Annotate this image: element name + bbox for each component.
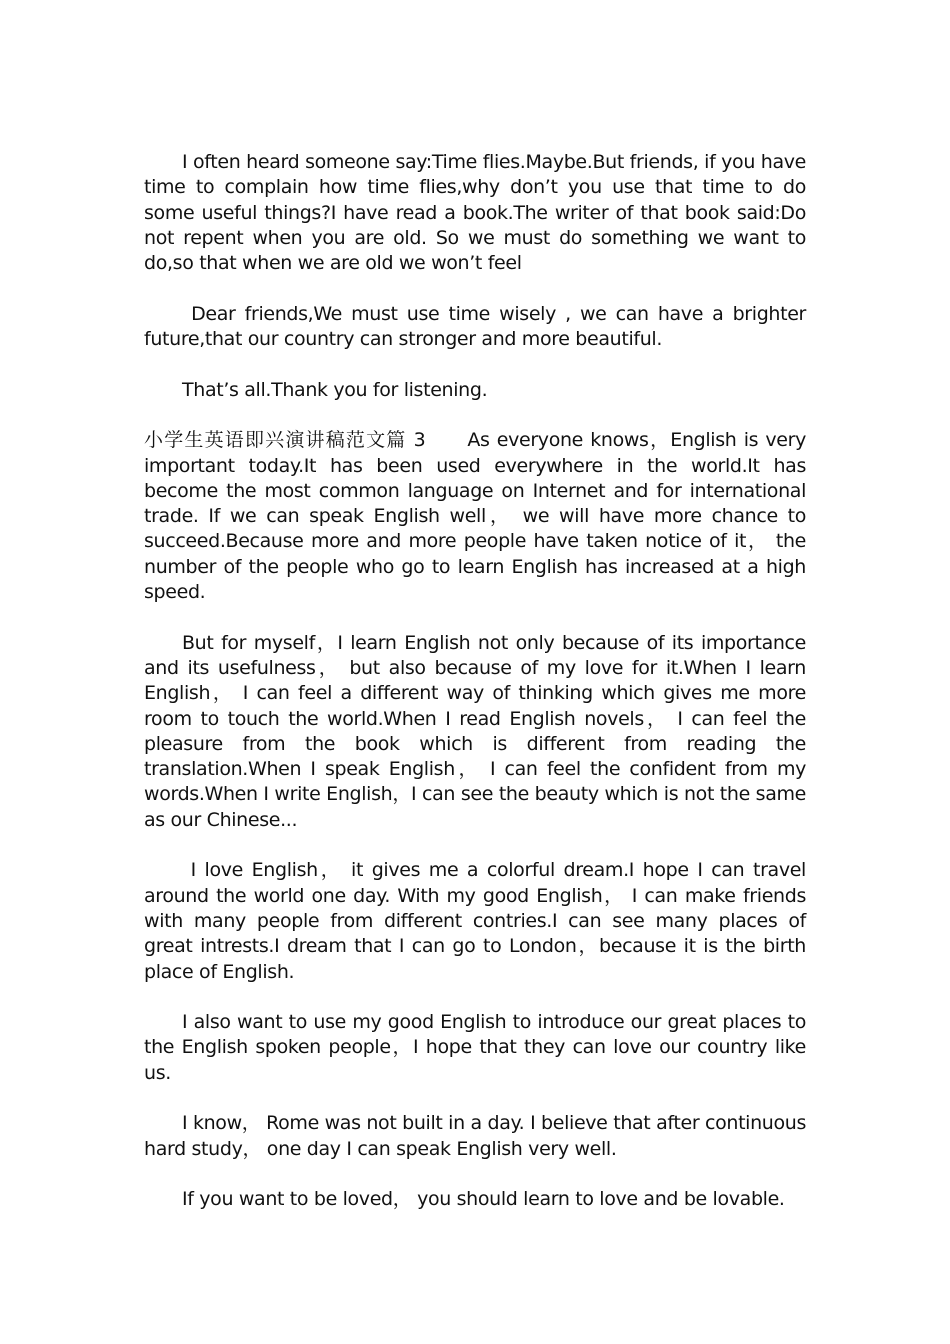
paragraph-love-for-english: But for myself，I learn English not only because of its importance and its usefulness， but also because of my love for it.When I learn English， I can feel a different way of thinking which gives me more room to touch the world.When I read English novels， I can feel the pleasure from the book which is different from reading the translation.When I speak English， I can feel the confident from my words.When I write English，I can see the beauty which is not the same as our Chinese... — [144, 631, 812, 831]
paragraph-speech-3-intro: 小学生英语即兴演讲稿范文篇 3 As everyone knows，English is very important today.It has been used everywhere in the world.It has become the most common language on Internet and for international trade. If we can speak English well， we will have more chance to succeed.Because more and more people have taken notice of it， the number of the people who go to learn English has increased at a high speed. — [144, 429, 812, 604]
document-body — [144, 150, 812, 1212]
paragraph-rome: I know， Rome was not built in a day. I believe that after continuous hard study， one day I can speak English very well. — [144, 1112, 812, 1160]
paragraph-introduce-places: I also want to use my good English to introduce our great places to the English spoken people，I hope that they can love our country like us. — [144, 1011, 812, 1084]
paragraph-colorful-dream: I love English， it gives me a colorful dream.I hope I can travel around the world one day. With my good English， I can make friends with many people from different contries.I can see many places of great intrests.I dream that I can go to London，because it is the birth place of English. — [144, 859, 812, 983]
paragraph-time-flies: I often heard someone say:Time flies.Maybe.But friends, if you have time to complain how time flies,why don’t you use that time to do some useful things?I have read a book.The writer of that book said:Do not repent when you are old. So we must do something we want to do,so that when we are old we won’t feel — [144, 151, 812, 275]
paragraph-be-lovable: If you want to be loved， you should learn to love and be lovable. — [182, 1188, 785, 1211]
paragraph-thank-you: That’s all.Thank you for listening. — [182, 378, 488, 401]
paragraph-use-time-wisely: Dear friends,We must use time wisely , we can have a brighter future,that our country can stronger and more beautiful. — [144, 302, 812, 351]
